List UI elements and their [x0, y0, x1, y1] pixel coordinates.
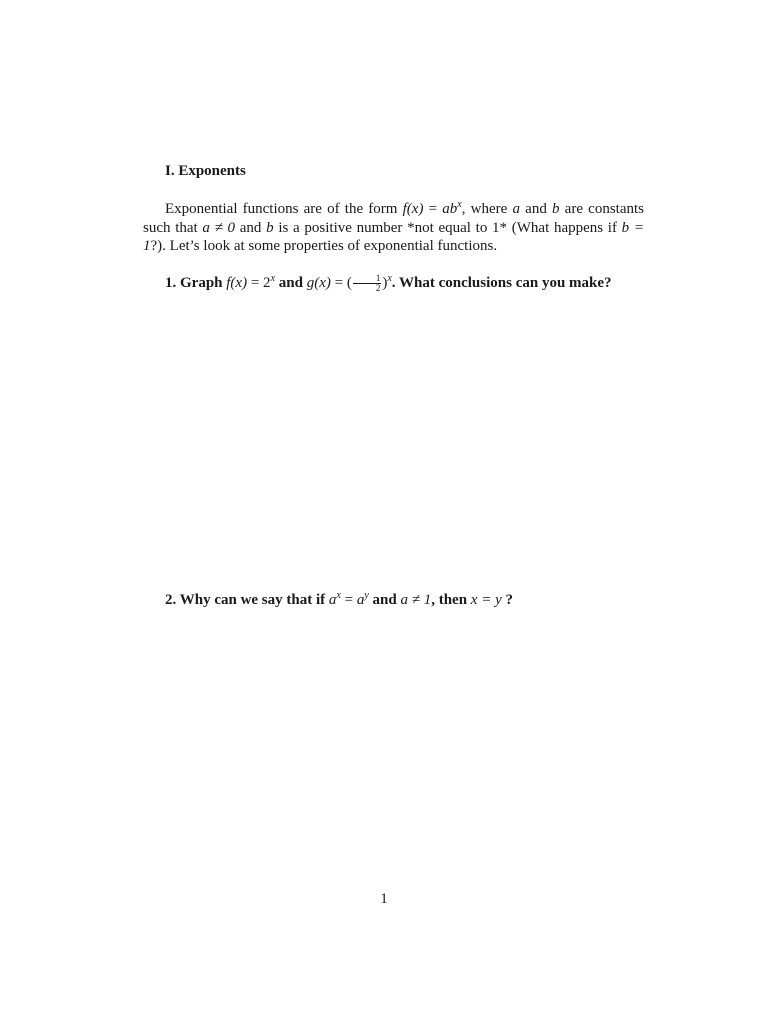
intro-text: is a positive number *not equal to 1* (What happens if: [273, 219, 622, 236]
math-superscript-x: x: [336, 590, 341, 601]
math-a-neq-0: a ≠ 0: [202, 219, 236, 236]
math-a-neq-1: a ≠ 1: [400, 592, 432, 608]
math-b: b: [266, 219, 274, 236]
question-1: [143, 274, 644, 293]
intro-text: are constants such that: [143, 201, 644, 236]
math-superscript-y: y: [364, 590, 369, 601]
math-b-eq-1: b = 1: [143, 219, 644, 254]
section-title: I. Exponents: [165, 163, 246, 179]
question-1-and: and: [275, 275, 307, 291]
math-equals: =: [340, 592, 357, 608]
math-equals: =: [423, 201, 443, 217]
math-superscript-x: x: [270, 273, 276, 284]
math-b: b: [552, 201, 560, 217]
math-superscript-x: x: [387, 273, 392, 284]
page-number: 1: [380, 891, 388, 907]
question-1-lead: 1. Graph: [165, 275, 227, 291]
question-1-tail: . What conclusions can you make?: [391, 275, 612, 291]
intro-text: and: [235, 219, 267, 236]
intro-paragraph: [143, 200, 644, 256]
intro-text: and: [519, 201, 552, 217]
fraction-one-half: [353, 274, 382, 293]
math-x-eq-y: x = y: [470, 592, 502, 608]
question-2-then: , then: [431, 592, 471, 608]
question-2-and: and: [368, 592, 401, 608]
question-2-tail: ?: [501, 592, 513, 608]
math-g-of-x: g(x): [306, 275, 331, 291]
fraction-denominator: 2: [375, 283, 381, 294]
fraction-numerator: 1: [353, 274, 382, 284]
intro-text: Exponential functions are of the form: [165, 201, 403, 217]
math-close-paren: ): [382, 275, 388, 291]
intro-text: ?). Let’s look at some properties of exponential functions.: [150, 238, 498, 254]
math-superscript-x: x: [457, 199, 462, 210]
math-a: a: [328, 592, 337, 608]
math-f-of-x: f(x): [402, 201, 424, 217]
question-2-lead: 2. Why can we say that if: [165, 592, 329, 608]
math-ab: ab: [442, 201, 458, 217]
math-a: a: [512, 201, 520, 217]
intro-text: , where: [461, 201, 513, 217]
math-equals-2: = 2: [247, 275, 271, 291]
math-equals-open: = (: [330, 275, 352, 291]
math-a: a: [356, 592, 365, 608]
math-f-of-x: f(x): [226, 275, 248, 291]
question-2: [165, 591, 513, 610]
